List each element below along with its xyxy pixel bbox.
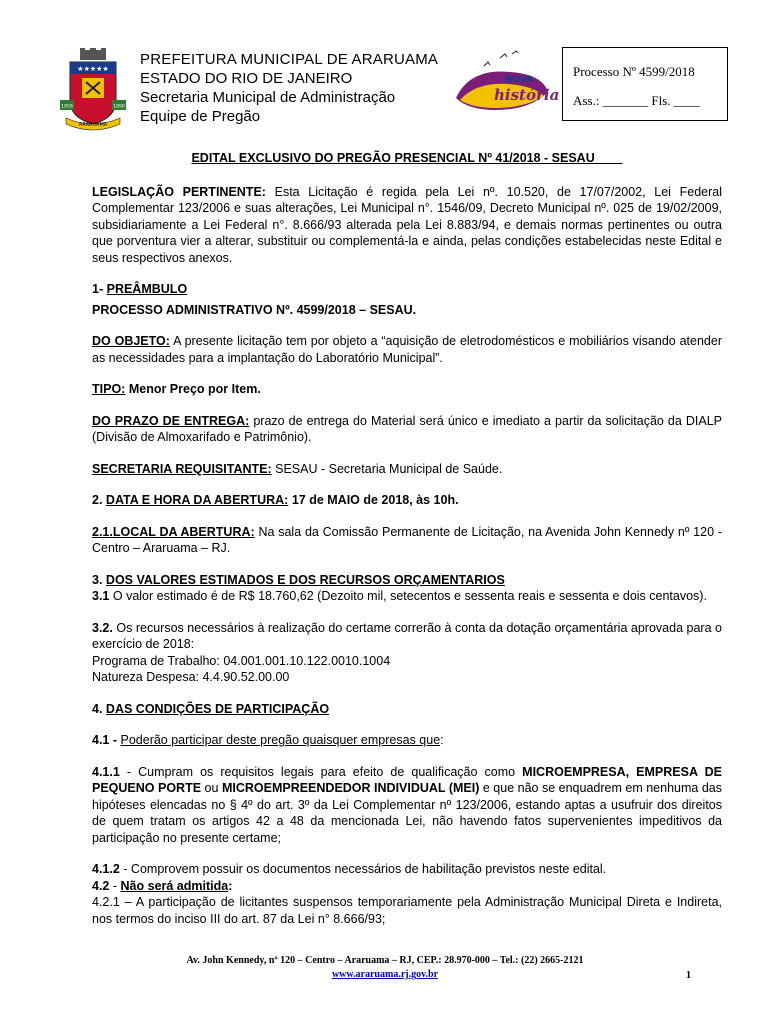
- abertura-label: DATA E HORA DA ABERTURA:: [105, 493, 289, 507]
- prefeitura-name: PREFEITURA MUNICIPAL DE ARARUAMA: [140, 51, 439, 68]
- objeto-paragraph: [92, 333, 722, 366]
- programa-trabalho: Programa de Trabalho: 04.001.001.10.122.0010.1004: [92, 653, 391, 668]
- letterhead: [140, 50, 438, 126]
- secretaria-label: SECRETARIA REQUISITANTE:: [92, 461, 272, 476]
- item-4-1: 4.1 - Poderão participar deste pregão quaisquer empresas que:: [92, 733, 444, 747]
- natureza-despesa: Natureza Despesa: 4.4.90.52.00.00: [92, 670, 290, 684]
- item-4-1-1: 4.1.1 - Cumpram os requisitos legais para efeito de qualificação como MICROEMPRESA, EMPRESA DE PEQUENO PORTE ou MICROEMPREENDEDOR INDIVIDUAL (MEI) e que não se enquadrem em nenhuma das hipóteses elencadas no § 4º do art. 3º da Lei Complementar nº 123/2006, estando aptas a usufruir dos direitos de quem tratam os artigos 42 a 48 da mencionada Lei, não havendo fatos supervenientes impeditivos da participação no presente certame;: [92, 764, 722, 845]
- state-name: ESTADO DO RIO DE JANEIRO: [140, 70, 353, 87]
- logo-nova-text: NOVA: [505, 75, 534, 85]
- objeto-text: A presente licitação tem por objeto a “aquisição de eletrodomésticos e mobiliários visando atender as necessidades para a implantação do Laboratório Municipal”.: [92, 334, 722, 365]
- footer-address: Av. John Kennedy, nº 120 – Centro – Araruama – RJ, CEP.: 28.970-000 – Tel.: (22) 2665-2121: [186, 955, 584, 966]
- coat-left-year: 1859: [61, 104, 73, 110]
- secretaria-paragraph: [92, 461, 722, 478]
- edital-body: [92, 150, 722, 942]
- tipo-label: TIPO:: [92, 382, 126, 396]
- valores-heading: 3. DOS VALORES ESTIMADOS E DOS RECURSOS ORÇAMENTARIOS: [92, 572, 505, 587]
- tipo-paragraph: [92, 381, 722, 398]
- tipo-text: Menor Preço por Item.: [128, 382, 261, 396]
- edital-title: EDITAL EXCLUSIVO DO PREGÃO PRESENCIAL Nº 41/2018 - SESAU: [191, 151, 595, 165]
- processo-administrativo: PROCESSO ADMINISTRATIVO Nº. 4599/2018 – SESAU.: [92, 302, 417, 317]
- prazo-text: prazo de entrega do Material será único e imediato a partir da solicitação da DIALP (Divisão de Almoxarifado e Patrimônio).: [92, 413, 722, 444]
- abertura-text: 17 de MAIO de 2018, às 10h.: [291, 493, 459, 507]
- legislacao-label: LEGISLAÇÃO PERTINENTE:: [92, 184, 266, 199]
- footer-website-link[interactable]: www.araruama.rj.gov.br: [331, 969, 439, 980]
- objeto-label: DO OBJETO:: [92, 334, 170, 348]
- logo-historia-text: história: [494, 86, 560, 104]
- condicoes-heading: 4. DAS CONDIÇÕES DE PARTICIPAÇÃO: [92, 701, 330, 716]
- prazo-paragraph: [92, 413, 722, 446]
- abertura-paragraph: 2. DATA E HORA DA ABERTURA: 17 de MAIO de 2018, às 10h.: [92, 493, 459, 507]
- local-paragraph: 2.1.LOCAL DA ABERTURA: Na sala da Comissão Permanente de Licitação, na Avenida John Kennedy nº 120 - Centro – Araruama – RJ.: [92, 524, 722, 555]
- process-number: Processo Nº 4599/2018: [573, 64, 695, 79]
- page-footer: [0, 955, 770, 980]
- valor-estimado-text: O valor estimado é de R$ 18.760,62 (Dezoito mil, setecentos e sessenta reais e sessenta e dois centavos).: [112, 589, 707, 603]
- secretariat-name: Secretaria Municipal de Administração: [140, 89, 396, 106]
- process-stamp-box: [562, 47, 728, 121]
- coat-ribbon-text: ARARUAMA: [78, 122, 108, 128]
- legislacao-text: Esta Licitação é regida pela Lei nº. 10.520, de 17/07/2002, Lei Federal Complementar 123/2006 e suas alterações, Lei Municipal n°. 1546/09, Decreto Municipal nº. 025 de 19/02/2009, subsidiariamente a Lei Federal n°. 8.666/93 alterada pela Lei 8.883/94, e demais normas pertinentes ou outra que porventura vier a alterar, substituir ou complementá-la e ainda, pelas condições estabelecidas neste Edital e seus respectivos anexos.: [92, 184, 722, 265]
- coat-right-year: 1890: [113, 104, 125, 110]
- item-4-1-2: 4.1.2 - Comprovem possuir os documentos necessários de habilitação previstos neste edital.: [92, 862, 607, 876]
- valor-estimado-paragraph: 3.1 O valor estimado é de R$ 18.760,62 (Dezoito mil, setecentos e sessenta reais e sessenta e dois centavos).: [92, 589, 707, 603]
- legislacao-paragraph: [92, 184, 722, 267]
- coat-of-arms-icon: [58, 48, 128, 132]
- prazo-label: DO PRAZO DE ENTREGA:: [92, 413, 250, 428]
- recursos-paragraph: 3.2. Os recursos necessários à realização do certame correrão à conta da dotação orçamentária aprovada para o exercício de 2018: Programa de Trabalho: 04.001.001.10.122.0010.1004 Natureza Despesa: 4.4.90.52.00.00: [92, 620, 722, 684]
- recursos-text: Os recursos necessários à realização do certame correrão à conta da dotação orçamentária aprovada para o exercício de 2018:: [92, 620, 722, 651]
- signature-line: Ass.: _______ Fls. ____: [573, 93, 700, 108]
- team-name: Equipe de Pregão: [140, 108, 261, 125]
- item-4-2-1: 4.2.1 – A participação de licitantes suspensos temporariamente pela Administração Municipal Direta e Indireta, nos termos do inciso III do art. 87 da Lei n° 8.666/93;: [92, 895, 722, 926]
- nova-historia-logo-icon: [450, 48, 560, 116]
- local-text: Na sala da Comissão Permanente de Licitação, na Avenida John Kennedy nº 120 - Centro – Araruama – RJ.: [92, 524, 722, 555]
- svg-text:★★★★★: ★★★★★: [77, 65, 109, 73]
- item-4-2: 4.2 - Não será admitida:: [92, 878, 233, 893]
- secretaria-text: SESAU - Secretaria Municipal de Saúde.: [275, 461, 503, 476]
- preambulo-heading: 1- PREÂMBULO: [92, 282, 188, 296]
- local-label: LOCAL DA ABERTURA:: [112, 524, 255, 539]
- page-number: 1: [686, 970, 691, 981]
